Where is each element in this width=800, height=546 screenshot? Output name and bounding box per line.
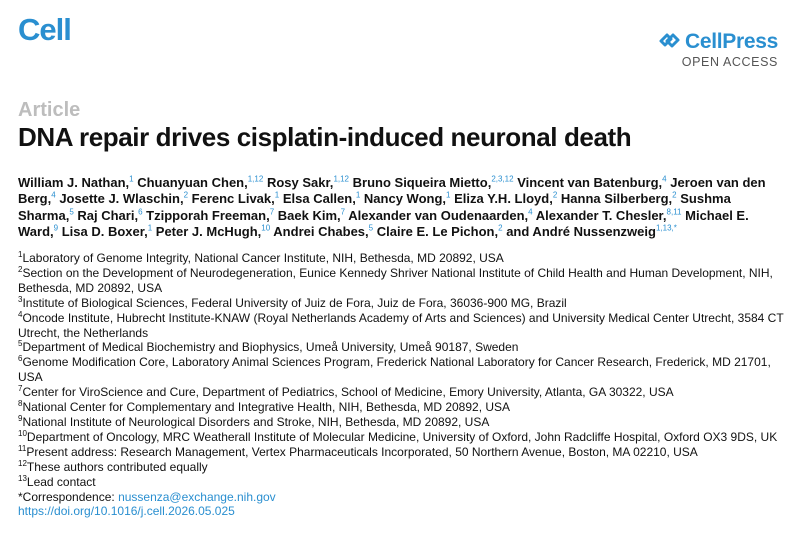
header bbox=[0, 0, 800, 80]
author-list bbox=[18, 175, 788, 241]
correspondence-email-link[interactable]: nussenza@exchange.nih.gov bbox=[118, 489, 276, 504]
author-entry bbox=[273, 224, 373, 239]
author-entry bbox=[267, 175, 349, 190]
author-affiliation-sup[interactable]: 7 bbox=[269, 207, 275, 217]
affiliation-item bbox=[18, 340, 788, 355]
author-affiliation-sup[interactable]: 5 bbox=[368, 223, 374, 233]
author-affiliation-sup[interactable]: 7 bbox=[340, 207, 346, 217]
affiliation-text: Genome Modification Core, Laboratory Animal Sciences Program, Frederick National Laboratory for Cancer Research, Frederick, MD 21701, USA bbox=[18, 355, 771, 385]
affiliation-text: Center for ViroScience and Cure, Department of Pediatrics, School of Medicine, Emory University, Atlanta, GA 30322, USA bbox=[22, 385, 674, 400]
author-name[interactable]: Tzipporah Freeman, bbox=[146, 207, 270, 223]
author-affiliation-sup[interactable]: 1,12 bbox=[333, 174, 350, 184]
author-name[interactable]: Josette J. Wlaschin, bbox=[59, 191, 184, 207]
affiliation-item bbox=[18, 415, 788, 430]
author-entry bbox=[517, 175, 666, 190]
affiliation-item bbox=[18, 460, 788, 475]
affiliation-number: 7 bbox=[18, 384, 23, 394]
affiliation-text: Present address: Research Management, Vertex Pharmaceuticals Incorporated, 50 Northern Avenue, Boston, MA 02210, USA bbox=[26, 444, 698, 459]
affiliation-text: National Institute of Neurological Disorders and Stroke, NIH, Bethesda, MD 20892, USA bbox=[22, 414, 490, 429]
author-name[interactable]: Chuanyuan Chen, bbox=[137, 175, 248, 190]
affiliation-text: Laboratory of Genome Integrity, National Cancer Institute, NIH, Bethesda, MD 20892, USA bbox=[22, 251, 504, 265]
author-entry bbox=[506, 224, 677, 239]
author-affiliation-sup[interactable]: 1 bbox=[274, 191, 280, 201]
author-name[interactable]: Nancy Wong, bbox=[363, 191, 447, 207]
author-entry bbox=[353, 175, 514, 190]
author-name[interactable]: Andrei Chabes, bbox=[273, 224, 369, 240]
article-title: DNA repair drives cisplatin-induced neuronal death bbox=[18, 122, 632, 152]
publisher-name[interactable]: CellPress bbox=[684, 29, 778, 53]
author-entry bbox=[348, 208, 532, 223]
affiliation-text: These authors contributed equally bbox=[26, 459, 208, 474]
affiliation-item bbox=[18, 475, 788, 490]
author-affiliation-sup[interactable]: 8,11 bbox=[666, 207, 682, 217]
affiliation-number: 4 bbox=[18, 309, 23, 319]
article-type: Article bbox=[18, 99, 81, 121]
author-name[interactable]: Lisa D. Boxer, bbox=[61, 224, 148, 240]
author-entry bbox=[156, 224, 270, 239]
author-entry bbox=[62, 224, 152, 239]
affiliation-item bbox=[18, 296, 788, 311]
publisher-block bbox=[657, 30, 778, 69]
author-entry bbox=[146, 208, 274, 223]
author-name[interactable]: Hanna Silberberg, bbox=[560, 191, 673, 207]
affiliation-number: 5 bbox=[18, 339, 23, 349]
author-name[interactable]: Sushma Sharma, bbox=[18, 191, 731, 223]
author-affiliation-sup[interactable]: 2,3,12 bbox=[491, 174, 514, 184]
affiliation-item bbox=[18, 385, 788, 400]
cellpress-logo-icon bbox=[657, 30, 681, 52]
affiliation-item bbox=[18, 355, 788, 385]
affiliation-text: Section on the Development of Neurodegeneration, Eunice Kennedy Shriver National Institute of Child Health and Human Development, NIH, Bethesda, MD 20892, USA bbox=[18, 265, 773, 295]
author-entry bbox=[283, 191, 360, 206]
open-access-label: OPEN ACCESS bbox=[681, 55, 778, 69]
affiliation-text: Oncode Institute, Hubrecht Institute-KNAW (Royal Netherlands Academy of Arts and Sciences) and University Medical Center Utrecht, 3584 CT Utrecht, the Netherlands bbox=[18, 310, 784, 340]
author-entry bbox=[77, 208, 142, 223]
author-name[interactable]: Baek Kim, bbox=[277, 207, 341, 223]
author-name[interactable]: Eliza Y.H. Lloyd, bbox=[454, 191, 553, 207]
affiliation-number: 1 bbox=[18, 250, 23, 259]
author-affiliation-sup[interactable]: 1,12 bbox=[247, 174, 264, 184]
author-affiliation-sup[interactable]: 2 bbox=[498, 223, 503, 233]
author-entry bbox=[278, 208, 345, 223]
author-name[interactable]: Elsa Callen, bbox=[282, 191, 356, 207]
author-name[interactable]: Alexander van Oudenaarden, bbox=[348, 207, 529, 223]
author-affiliation-sup[interactable]: 2 bbox=[672, 191, 677, 201]
affiliation-item bbox=[18, 266, 788, 296]
author-name[interactable]: Michael E. Ward, bbox=[18, 207, 749, 240]
correspondence-line bbox=[18, 490, 788, 505]
author-entry bbox=[364, 191, 451, 206]
affiliation-number: 12 bbox=[18, 458, 27, 468]
author-affiliation-sup[interactable]: 4 bbox=[528, 207, 533, 217]
author-name[interactable]: William J. Nathan, bbox=[18, 175, 130, 190]
affiliation-number: 8 bbox=[18, 399, 23, 409]
author-entry bbox=[59, 191, 188, 206]
author-name[interactable]: Vincent van Batenburg, bbox=[517, 175, 663, 190]
affiliation-text: Institute of Biological Sciences, Federal University of Juiz de Fora, Juiz de Fora, 36036-900 MG, Brazil bbox=[22, 295, 567, 310]
affiliation-item bbox=[18, 430, 788, 445]
author-affiliation-sup[interactable]: 4 bbox=[51, 191, 56, 201]
author-entry bbox=[536, 208, 682, 223]
author-name[interactable]: Ferenc Livak, bbox=[191, 191, 275, 207]
author-affiliation-sup[interactable]: 1 bbox=[355, 191, 361, 201]
affiliation-text: Department of Medical Biochemistry and Biophysics, Umeå University, Umeå 90187, Sweden bbox=[22, 340, 519, 355]
author-affiliation-sup[interactable]: 1 bbox=[129, 174, 134, 184]
author-affiliation-sup[interactable]: 2 bbox=[183, 191, 189, 201]
author-name[interactable]: Raj Chari, bbox=[77, 207, 139, 223]
author-affiliation-sup[interactable]: 2 bbox=[552, 191, 558, 201]
affiliation-list bbox=[18, 251, 788, 519]
affiliation-item bbox=[18, 400, 788, 415]
affiliation-text: Lead contact bbox=[26, 474, 96, 489]
author-name[interactable]: Jeroen van den Berg, bbox=[18, 175, 766, 207]
affiliation-item bbox=[18, 251, 788, 266]
affiliation-number: 10 bbox=[18, 428, 27, 438]
author-affiliation-sup[interactable]: 5 bbox=[69, 207, 74, 217]
author-affiliation-sup[interactable]: 9 bbox=[53, 223, 59, 233]
author-name[interactable]: Peter J. McHugh, bbox=[155, 224, 262, 240]
affiliation-item bbox=[18, 311, 788, 341]
affiliation-number: 13 bbox=[18, 473, 27, 483]
author-affiliation-sup[interactable]: 4 bbox=[662, 174, 667, 184]
author-affiliation-sup[interactable]: 1 bbox=[446, 191, 451, 201]
author-entry bbox=[137, 175, 263, 190]
author-entry bbox=[454, 191, 557, 206]
affiliation-number: 3 bbox=[18, 294, 23, 304]
affiliation-text: Department of Oncology, MRC Weatherall Institute of Molecular Medicine, University of Oxford, John Radcliffe Hospital, Oxford OX3 9DS, UK bbox=[26, 429, 778, 444]
author-affiliation-sup[interactable]: 1,13,* bbox=[655, 223, 677, 233]
journal-logo[interactable]: Cell bbox=[18, 12, 71, 47]
author-name[interactable]: Claire E. Le Pichon, bbox=[376, 224, 499, 240]
author-entry bbox=[377, 224, 503, 239]
author-name[interactable]: Bruno Siqueira Mietto, bbox=[352, 175, 492, 190]
author-affiliation-sup[interactable]: 10 bbox=[261, 223, 271, 233]
affiliation-number: 6 bbox=[18, 354, 23, 364]
author-affiliation-sup[interactable]: 1 bbox=[147, 223, 153, 233]
author-affiliation-sup[interactable]: 6 bbox=[138, 207, 143, 217]
affiliation-number: 9 bbox=[18, 413, 23, 423]
author-name[interactable]: Rosy Sakr, bbox=[266, 175, 334, 190]
author-entry bbox=[561, 191, 677, 206]
affiliation-text: National Center for Complementary and Integrative Health, NIH, Bethesda, MD 20892, USA bbox=[22, 400, 511, 415]
affiliation-number: 2 bbox=[18, 264, 23, 274]
affiliation-number: 11 bbox=[18, 443, 27, 453]
author-name[interactable]: Alexander T. Chesler, bbox=[535, 207, 667, 223]
author-entry bbox=[192, 191, 280, 206]
doi-link[interactable]: https://doi.org/10.1016/j.cell.2026.05.025 bbox=[18, 504, 235, 519]
correspondence-label: *Correspondence: bbox=[18, 489, 119, 504]
author-entry bbox=[18, 175, 134, 190]
doi-line bbox=[18, 504, 788, 519]
affiliation-item bbox=[18, 445, 788, 460]
author-name[interactable]: and André Nussenzweig bbox=[506, 224, 656, 240]
